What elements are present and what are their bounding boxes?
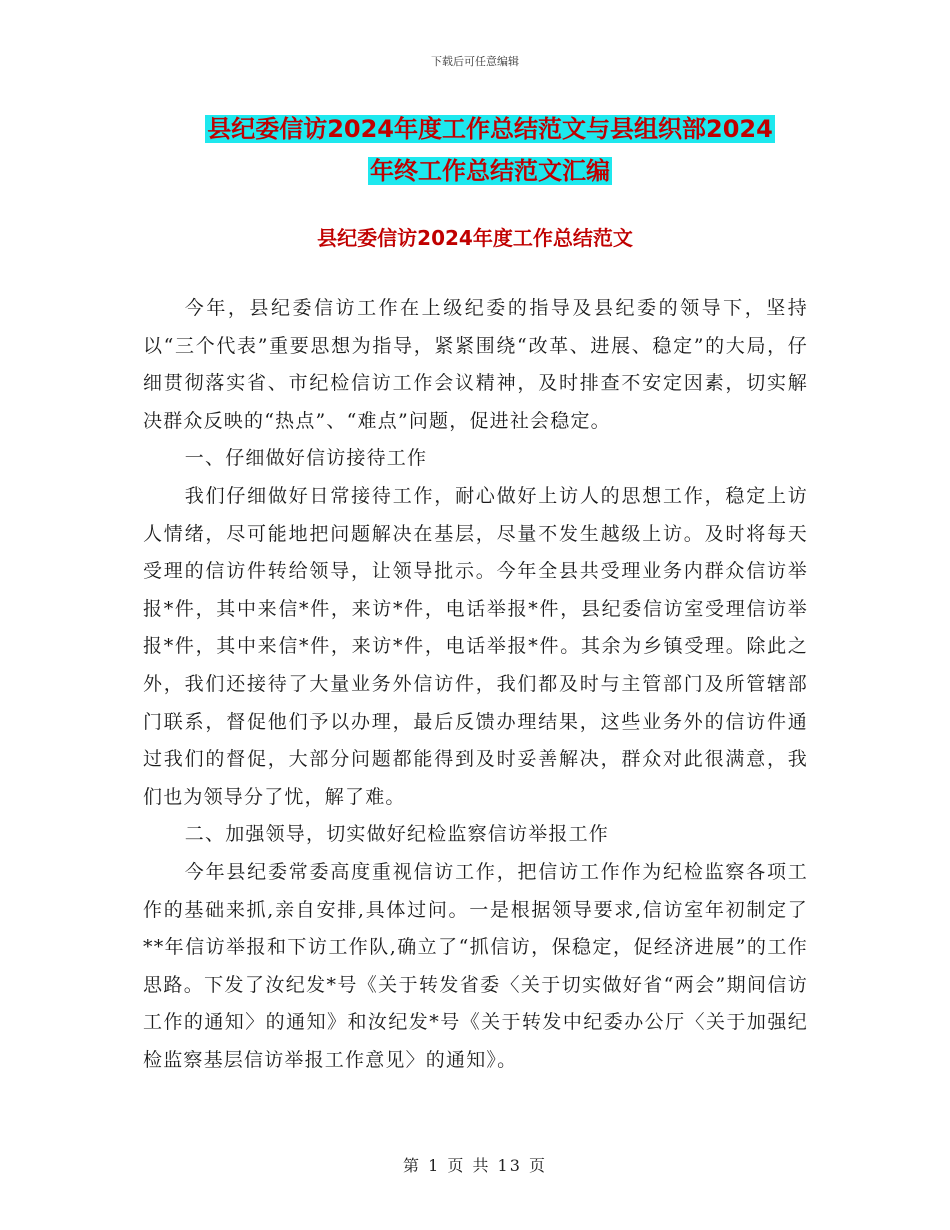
page-number: 第 1 页 共 13 页 <box>403 1156 547 1175</box>
paragraph-intro: 今年，县纪委信访工作在上级纪委的指导及县纪委的领导下，坚持以“三个代表”重要思想为指导，紧紧围绕“改革、进展、稳定”的大局，仔细贯彻落实省、市纪检信访工作会议精神，及时排查不安定因素，切实解决群众反映的“热点”、“难点”问题，促进社会稳定。 <box>143 297 808 432</box>
header-note: 下载后可任意编辑 <box>431 55 519 68</box>
document-title-line-1: 县纪委信访2024年度工作总结范文与县组织部2024 <box>207 115 773 143</box>
document-body <box>143 290 808 1079</box>
paragraph-leadership: 今年县纪委常委高度重视信访工作，把信访工作作为纪检监察各项工作的基础来抓,亲自安排,具体过问。一是根据领导要求,信访室年初制定了**年信访举报和下访工作队,确立了“抓信访，保稳定，促经济进展”的工作思路。下发了汝纪发*号《关于转发省委〈关于切实做好省“两会”期间信访工作的通知〉的通知》和汝纪发*号《关于转发中纪委办公厅〈关于加强纪检监察基层信访举报工作意见〉的通知》。 <box>143 860 808 1071</box>
heading-leadership: 二、加强领导，切实做好纪检监察信访举报工作 <box>184 823 609 846</box>
heading-reception-work: 一、仔细做好信访接待工作 <box>184 447 428 470</box>
document-title <box>140 108 840 192</box>
document-title-line-2: 年终工作总结范文汇编 <box>370 157 610 185</box>
section-title: 县纪委信访2024年度工作总结范文 <box>317 226 633 250</box>
paragraph-reception-work: 我们仔细做好日常接待工作，耐心做好上访人的思想工作，稳定上访人情绪，尽可能地把问题解决在基层，尽量不发生越级上访。及时将每天受理的信访件转给领导，让领导批示。今年全县共受理业务内群众信访举报*件，其中来信*件，来访*件，电话举报*件，县纪委信访室受理信访举报*件，其中来信*件，来访*件，电话举报*件。其余为乡镇受理。除此之外，我们还接待了大量业务外信访件，我们都及时与主管部门及所管辖部门联系，督促他们予以办理，最后反馈办理结果，这些业务外的信访件通过我们的督促，大部分问题都能得到及时妥善解决，群众对此很满意，我们也为领导分了忧，解了难。 <box>143 484 808 808</box>
